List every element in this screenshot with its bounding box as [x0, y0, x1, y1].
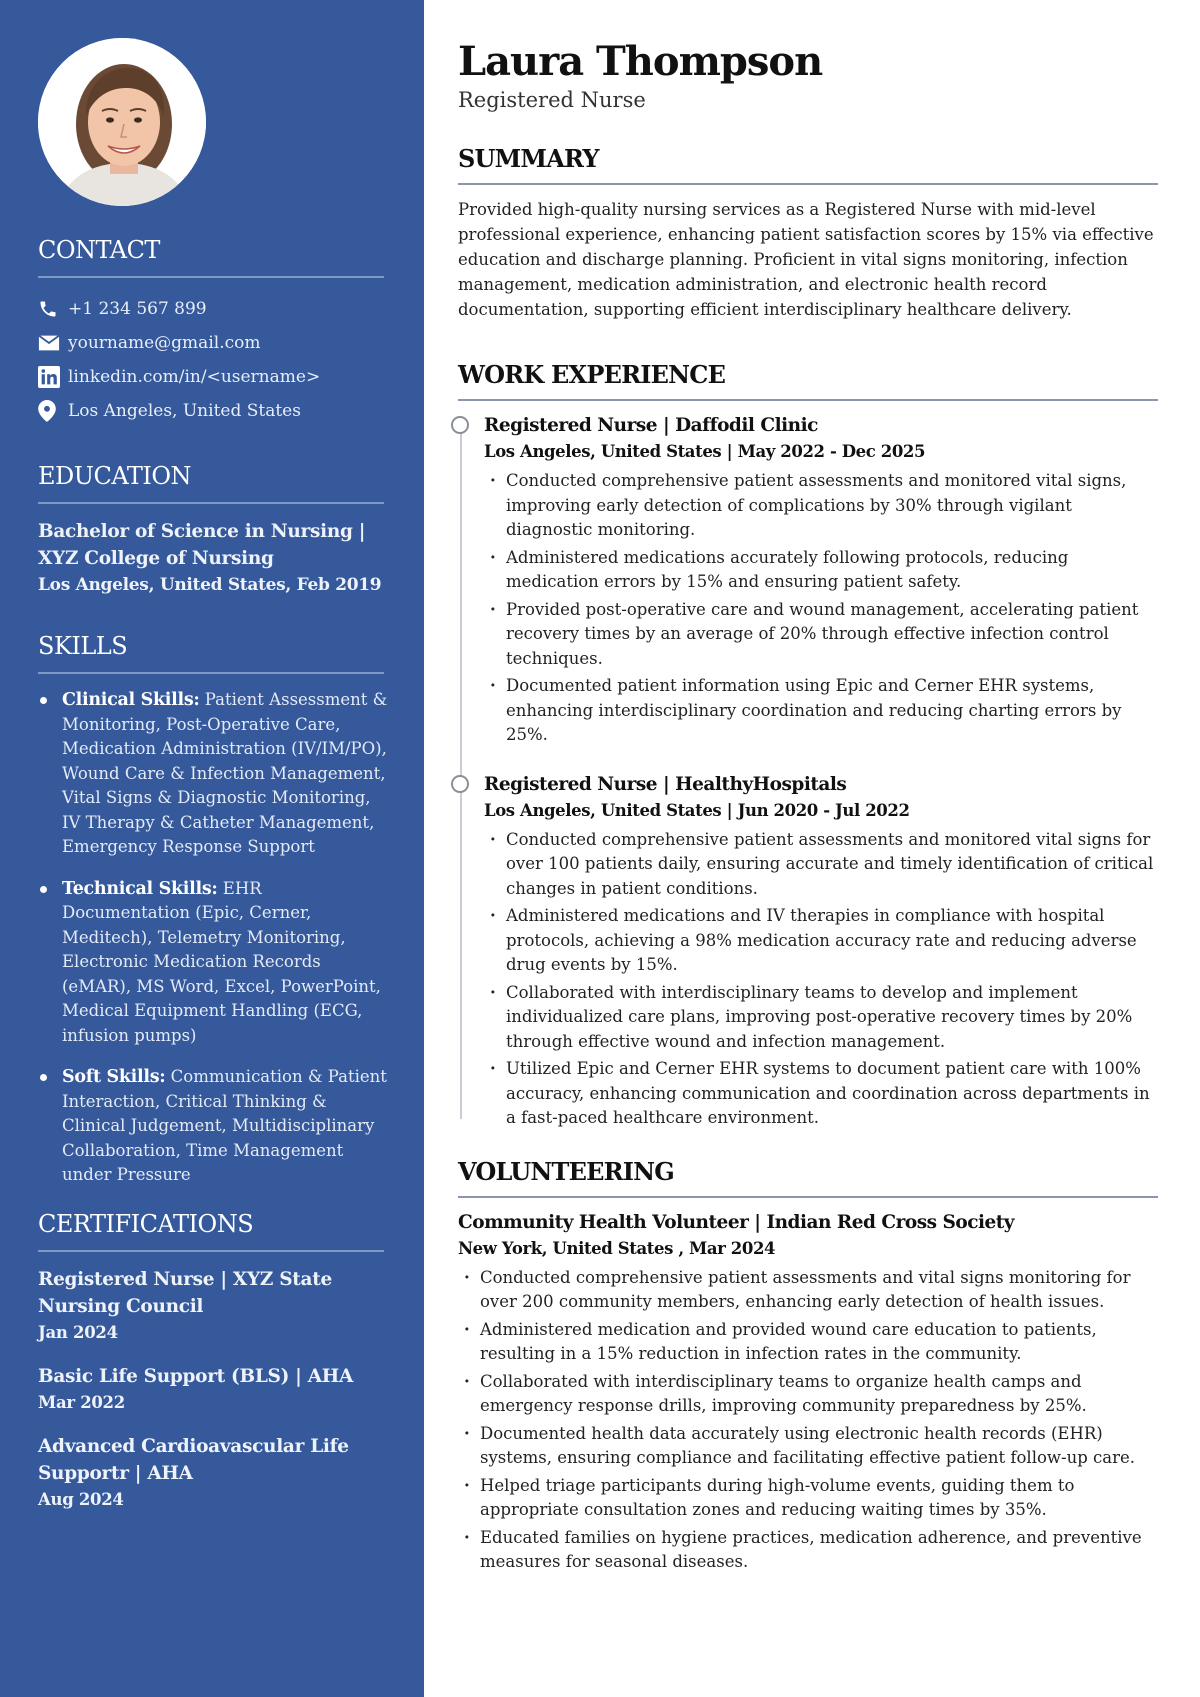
certification-title: Advanced Cardioavascular Life Supportr | AHA: [38, 1435, 349, 1484]
job-bullet: · Provided post-operative care and wound management, accelerating patient recovery times by an average of 20% through effective infection control techniques.: [484, 598, 1160, 672]
avatar: [38, 38, 206, 206]
volunteer-bullet: · Educated families on hygiene practices, medication adherence, and preventive measures for seasonal diseases.: [458, 1526, 1160, 1575]
certifications-heading: CERTIFICATIONS: [38, 1210, 384, 1252]
skills-list: [38, 688, 386, 1188]
job-meta: Los Angeles, United States | Jun 2020 - Jul 2022: [484, 800, 910, 820]
volunteering-section: [458, 1157, 1160, 1575]
summary-text: Provided high-quality nursing services as a Registered Nurse with mid-level professional experience, enhancing patient satisfaction scores by 15% via effective education and discharge planning. Proficient in vital signs monitoring, infection management, medication administration, and electronic health record documentation, supporting efficient interdisciplinary healthcare delivery.: [458, 200, 1154, 319]
education-heading: EDUCATION: [38, 462, 384, 504]
contact-heading: CONTACT: [38, 236, 384, 278]
summary-section: [458, 144, 1160, 322]
certification-item: [38, 1363, 386, 1415]
timeline-line: [460, 421, 462, 1119]
timeline-dot-icon: [451, 775, 469, 793]
profile-photo: [38, 38, 206, 206]
job-bullets: [484, 828, 1160, 1131]
job-bullet: · Documented patient information using Epic and Cerner EHR systems, enhancing interdisciplinary coordination and reducing charting errors by 25%.: [484, 674, 1160, 748]
certification-date: Jan 2024: [38, 1322, 118, 1342]
volunteer-bullet: · Administered medication and provided wound care education to patients, resulting in a 15% reduction in infection rates in the community.: [458, 1318, 1160, 1367]
job-title: Registered Nurse | Daffodil Clinic: [484, 415, 818, 436]
contact-section: [38, 236, 386, 428]
job-meta: Los Angeles, United States | May 2022 - Dec 2025: [484, 442, 926, 461]
sidebar: [0, 0, 424, 1697]
person-title: Registered Nurse: [458, 88, 646, 112]
certification-title: Registered Nurse | XYZ State Nursing Council: [38, 1268, 332, 1317]
volunteer-title: Community Health Volunteer | Indian Red Cross Society: [458, 1211, 1015, 1233]
skill-text: Patient Assessment & Monitoring, Post-Operative Care, Medication Administration (IV/IM/PO), Wound Care & Infection Management, Vital Signs & Diagnostic Monitoring, IV Therapy & Catheter Management, Emergency Response Support: [62, 690, 388, 856]
job-bullets: [484, 469, 1160, 748]
email-icon: [38, 331, 64, 355]
volunteer-meta: New York, United States , Mar 2024: [458, 1238, 776, 1258]
certification-item: [38, 1433, 386, 1512]
contact-email[interactable]: [38, 326, 386, 360]
volunteer-bullets: [458, 1266, 1160, 1575]
linkedin-icon: [38, 365, 64, 389]
volunteer-bullet: · Conducted comprehensive patient assessments and vital signs monitoring for over 200 community members, enhancing early detection of health issues.: [458, 1266, 1160, 1315]
education-section: [38, 462, 386, 598]
experience-heading: WORK EXPERIENCE: [458, 360, 1158, 401]
job-bullet: · Administered medications and IV therapies in compliance with hospital protocols, achieving a 98% medication accuracy rate and reducing adverse drug events by 15%.: [484, 904, 1160, 978]
person-name: Laura Thompson: [458, 38, 823, 85]
certification-title: Basic Life Support (BLS) | AHA: [38, 1365, 354, 1387]
location-pin-icon: [38, 399, 64, 423]
main-content: [458, 38, 1160, 1578]
education-degree: Bachelor of Science in Nursing | XYZ College of Nursing: [38, 521, 366, 569]
education-details: Los Angeles, United States, Feb 2019: [38, 575, 382, 595]
skill-text: EHR Documentation (Epic, Cerner, Meditech), Telemetry Monitoring, Electronic Medication Records (eMAR), MS Word, Excel, PowerPoint, Medical Equipment Handling (ECG, infusion pumps): [62, 878, 381, 1045]
experience-section: [458, 360, 1160, 1131]
phone-icon: [38, 297, 64, 321]
job-bullet: · Administered medications accurately following protocols, reducing medication errors by 15% and ensuring patient safety.: [484, 546, 1160, 595]
skill-name: Soft Skills:: [62, 1067, 166, 1087]
experience-timeline: [460, 413, 1160, 1131]
volunteer-bullet: · Collaborated with interdisciplinary teams to organize health camps and emergency response drills, improving community preparedness by 25%.: [458, 1370, 1160, 1419]
skill-name: Clinical Skills:: [62, 690, 200, 710]
linkedin-text: linkedin.com/in/<username>: [68, 367, 321, 387]
skill-name: Technical Skills:: [62, 878, 218, 899]
skill-item: [38, 877, 388, 1049]
email-text: yourname@gmail.com: [68, 333, 261, 353]
job-bullet: · Utilized Epic and Cerner EHR systems to document patient care with 100% accuracy, enhancing communication and coordination across departments in a fast-paced healthcare environment.: [484, 1057, 1160, 1131]
contact-location: [38, 394, 386, 428]
location-text: Los Angeles, United States: [68, 401, 301, 421]
certifications-section: [38, 1210, 386, 1512]
job-title: Registered Nurse | HealthyHospitals: [484, 773, 847, 795]
contact-phone[interactable]: [38, 292, 386, 326]
summary-heading: SUMMARY: [458, 144, 1158, 185]
skills-section: [38, 632, 386, 1188]
job-entry: [484, 772, 1160, 1131]
certification-date: Mar 2022: [38, 1392, 125, 1412]
volunteer-bullet: · Helped triage participants during high-volume events, guiding them to appropriate consultation zones and reducing waiting times by 35%.: [458, 1474, 1160, 1523]
skill-item: [38, 1065, 388, 1188]
skill-item: [38, 688, 388, 860]
phone-text: +1 234 567 899: [68, 299, 207, 319]
skill-text: Communication & Patient Interaction, Critical Thinking & Clinical Judgement, Multidisciplinary Collaboration, Time Management under Pressure: [62, 1067, 387, 1184]
volunteering-heading: VOLUNTEERING: [458, 1157, 1158, 1198]
job-bullet: · Conducted comprehensive patient assessments and monitored vital signs for over 100 patients daily, ensuring accurate and timely identification of critical changes in patient conditions.: [484, 828, 1160, 902]
job-bullet: · Conducted comprehensive patient assessments and monitored vital signs, improving early detection of complications by 30% through vigilant diagnostic monitoring.: [484, 469, 1160, 543]
certification-item: [38, 1266, 386, 1345]
certification-date: Aug 2024: [38, 1489, 124, 1509]
volunteer-bullet: · Documented health data accurately using electronic health records (EHR) systems, ensuring compliance and facilitating effective patient follow-up care.: [458, 1422, 1160, 1471]
skills-heading: SKILLS: [38, 632, 384, 674]
job-bullet: · Collaborated with interdisciplinary teams to develop and implement individualized care plans, improving post-operative recovery times by 20% through effective wound and infection management.: [484, 981, 1160, 1055]
contact-linkedin[interactable]: [38, 360, 386, 394]
timeline-dot-icon: [451, 416, 469, 434]
job-entry: [484, 413, 1160, 748]
